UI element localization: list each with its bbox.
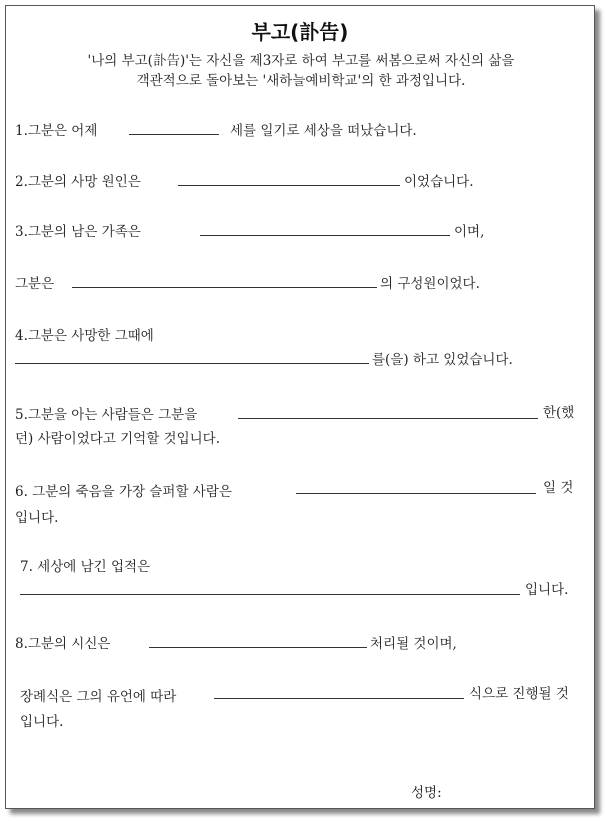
q3-suffix-2: 의 구성원이었다. — [380, 276, 480, 292]
q6-continuation: 입니다. — [15, 510, 59, 526]
q7-suffix: 입니다. — [525, 582, 569, 598]
q2-blank-line[interactable] — [178, 185, 400, 186]
q3-prefix: 3.그분의 남은 가족은 — [15, 224, 141, 240]
q7-blank-line[interactable] — [20, 594, 520, 595]
q1-suffix: 세를 일기로 세상을 떠났습니다. — [230, 123, 417, 139]
q3-suffix: 이며, — [454, 224, 485, 240]
q5-blank-line[interactable] — [238, 418, 538, 419]
page-title: 부고(訃告) — [251, 20, 349, 44]
q2-suffix: 이었습니다. — [404, 174, 474, 190]
q1-blank-line[interactable] — [129, 134, 219, 135]
q8-blank-line-2[interactable] — [214, 698, 464, 699]
q5-suffix: 한(했 — [543, 405, 575, 421]
q3-blank-line[interactable] — [200, 235, 450, 236]
q7-prefix: 7. 세상에 남긴 업적은 — [20, 559, 151, 575]
q3-blank-line-2[interactable] — [72, 287, 377, 288]
q8-prefix: 8.그분의 시신은 — [15, 636, 111, 652]
q3-prefix-2: 그분은 — [15, 276, 55, 292]
intro-line-1: '나의 부고(訃告)'는 자신을 제3자로 하여 부고를 써봄으로써 자신의 삶을 — [87, 53, 515, 69]
q4-suffix: 를(을) 하고 있었습니다. — [372, 352, 513, 368]
q5-continuation: 던) 사람이었다고 기억할 것입니다. — [15, 431, 221, 447]
intro-text — [36, 51, 566, 91]
q8-prefix-2: 장례식은 그의 유언에 따라 — [20, 689, 177, 705]
q6-suffix: 일 것 — [543, 480, 574, 496]
q4-blank-line[interactable] — [15, 363, 369, 364]
signature-label: 성명: — [411, 785, 442, 801]
q8-blank-line[interactable] — [149, 647, 367, 648]
q4-prefix: 4.그분은 사망한 그때에 — [15, 328, 154, 344]
q8-continuation: 입니다. — [20, 714, 64, 730]
q8-suffix: 처리될 것이며, — [370, 636, 457, 652]
q2-prefix: 2.그분의 사망 원인은 — [15, 174, 141, 190]
intro-line-2: 객관적으로 돌아보는 '새하늘예비학교'의 한 과정입니다. — [136, 73, 466, 89]
q8-suffix-2: 식으로 진행될 것 — [469, 686, 569, 702]
q6-prefix: 6. 그분의 죽음을 가장 슬퍼할 사람은 — [15, 484, 232, 500]
q6-blank-line[interactable] — [296, 493, 536, 494]
q1-prefix: 1.그분은 어제 — [15, 123, 98, 139]
q5-prefix: 5.그분을 아는 사람들은 그분을 — [15, 407, 198, 423]
form-page — [5, 5, 595, 809]
